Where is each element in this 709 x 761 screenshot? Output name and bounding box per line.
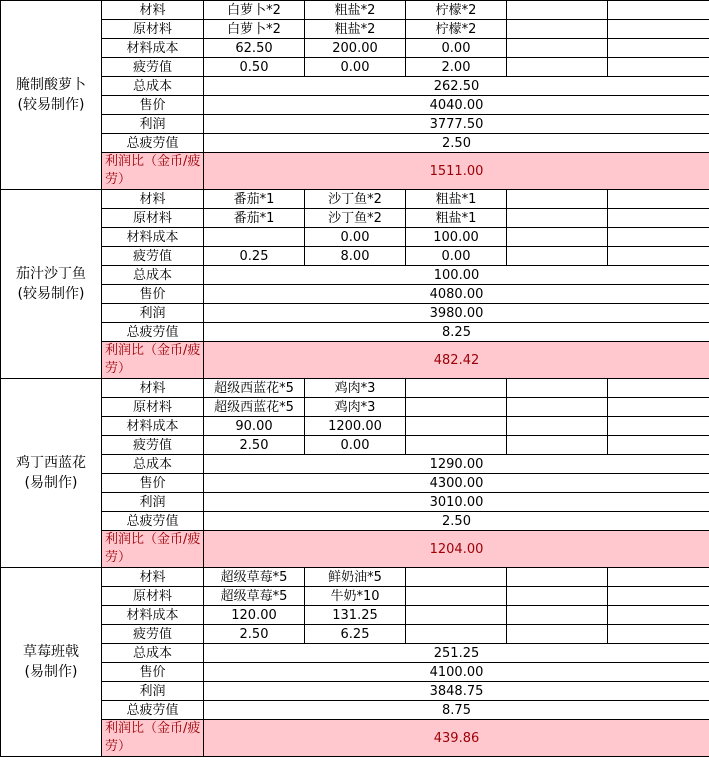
row-label-fatigue: 疲劳值: [102, 436, 204, 455]
empty-cell: [507, 398, 608, 417]
materials-cell: 白萝卜*2: [204, 1, 305, 20]
row-label-raw-materials: 原材料: [102, 398, 204, 417]
empty-cell: [608, 625, 709, 644]
empty-cell: [608, 436, 709, 455]
empty-cell: [507, 228, 608, 247]
materials-cell: 粗盐*2: [305, 1, 406, 20]
empty-cell: [608, 398, 709, 417]
row-label-raw-materials: 原材料: [102, 587, 204, 606]
table-row: [1, 512, 709, 531]
table-row: [1, 493, 709, 512]
row-label-profit: 利润: [102, 493, 204, 512]
empty-cell: [507, 568, 608, 587]
dish-name: 鸡丁西蓝花: [16, 455, 86, 471]
table-row: [1, 153, 709, 190]
materials-cell: 番茄*1: [204, 190, 305, 209]
row-label-material-cost: 材料成本: [102, 39, 204, 58]
fatigue-cell: [406, 436, 507, 455]
empty-cell: [608, 190, 709, 209]
materials-cell: 鸡肉*3: [305, 379, 406, 398]
table-row: [1, 625, 709, 644]
table-row: [1, 606, 709, 625]
total-fatigue-value: 8.75: [204, 701, 709, 720]
dish-name-cell: [1, 568, 102, 757]
empty-cell: [608, 209, 709, 228]
material-cost-cell: 1200.00: [305, 417, 406, 436]
material-cost-cell: 100.00: [406, 228, 507, 247]
raw-materials-cell: 粗盐*2: [305, 20, 406, 39]
empty-cell: [507, 587, 608, 606]
dish-name: 茄汁沙丁鱼: [16, 266, 86, 282]
row-label-total-fatigue: 总疲劳值: [102, 134, 204, 153]
material-cost-cell: [406, 417, 507, 436]
empty-cell: [608, 1, 709, 20]
empty-cell: [507, 436, 608, 455]
empty-cell: [608, 247, 709, 266]
raw-materials-cell: 粗盐*1: [406, 209, 507, 228]
table-row: [1, 39, 709, 58]
materials-cell: [406, 568, 507, 587]
total-cost-value: 251.25: [204, 644, 709, 663]
row-label-materials: 材料: [102, 1, 204, 20]
total-cost-value: 262.50: [204, 77, 709, 96]
empty-cell: [507, 417, 608, 436]
material-cost-cell: 200.00: [305, 39, 406, 58]
row-label-material-cost: 材料成本: [102, 606, 204, 625]
total-cost-value: 1290.00: [204, 455, 709, 474]
fatigue-cell: 2.00: [406, 58, 507, 77]
row-label-total-cost: 总成本: [102, 644, 204, 663]
profit-value: 3010.00: [204, 493, 709, 512]
row-label-total-fatigue: 总疲劳值: [102, 323, 204, 342]
fatigue-cell: 0.50: [204, 58, 305, 77]
empty-cell: [507, 606, 608, 625]
material-cost-cell: [406, 606, 507, 625]
fatigue-cell: 2.50: [204, 625, 305, 644]
price-value: 4040.00: [204, 96, 709, 115]
row-label-materials: 材料: [102, 190, 204, 209]
empty-cell: [608, 228, 709, 247]
row-label-price: 售价: [102, 474, 204, 493]
table-row: [1, 436, 709, 455]
materials-cell: 柠檬*2: [406, 1, 507, 20]
material-cost-cell: 0.00: [406, 39, 507, 58]
empty-cell: [608, 39, 709, 58]
raw-materials-cell: [406, 587, 507, 606]
total-fatigue-value: 2.50: [204, 512, 709, 531]
row-label-profit-ratio: 利润比（金币/疲劳）: [102, 342, 204, 379]
raw-materials-cell: [406, 398, 507, 417]
profit-ratio-value: 1511.00: [204, 153, 709, 190]
row-label-profit: 利润: [102, 682, 204, 701]
dish-name-cell: [1, 1, 102, 190]
table-row: [1, 96, 709, 115]
empty-cell: [608, 606, 709, 625]
table-row: [1, 342, 709, 379]
table-row: [1, 1, 709, 20]
profit-ratio-value: 482.42: [204, 342, 709, 379]
empty-cell: [507, 209, 608, 228]
table-row: [1, 379, 709, 398]
empty-cell: [507, 247, 608, 266]
table-row: [1, 190, 709, 209]
row-label-material-cost: 材料成本: [102, 228, 204, 247]
table-row: [1, 455, 709, 474]
empty-cell: [608, 587, 709, 606]
empty-cell: [608, 58, 709, 77]
row-label-raw-materials: 原材料: [102, 209, 204, 228]
fatigue-cell: 0.00: [305, 58, 406, 77]
table-row: [1, 587, 709, 606]
fatigue-cell: 8.00: [305, 247, 406, 266]
row-label-profit-ratio: 利润比（金币/疲劳）: [102, 531, 204, 568]
table-row: [1, 568, 709, 587]
material-cost-cell: 131.25: [305, 606, 406, 625]
fatigue-cell: 0.00: [305, 436, 406, 455]
table-row: [1, 304, 709, 323]
empty-cell: [507, 625, 608, 644]
table-row: [1, 682, 709, 701]
table-row: [1, 720, 709, 757]
table-row: [1, 228, 709, 247]
row-label-total-cost: 总成本: [102, 77, 204, 96]
material-cost-cell: 62.50: [204, 39, 305, 58]
dish-difficulty: (较易制作): [17, 97, 85, 113]
empty-cell: [608, 568, 709, 587]
table-row: [1, 58, 709, 77]
table-row: [1, 266, 709, 285]
row-label-profit: 利润: [102, 304, 204, 323]
dish-name: 腌制酸萝卜: [16, 77, 86, 93]
profit-value: 3848.75: [204, 682, 709, 701]
table-row: [1, 531, 709, 568]
row-label-price: 售价: [102, 285, 204, 304]
materials-cell: 超级草莓*5: [204, 568, 305, 587]
dish-name: 草莓班戟: [23, 644, 79, 660]
table-row: [1, 209, 709, 228]
material-cost-cell: [204, 228, 305, 247]
raw-materials-cell: 超级草莓*5: [204, 587, 305, 606]
empty-cell: [507, 1, 608, 20]
row-label-price: 售价: [102, 96, 204, 115]
fatigue-cell: 0.00: [406, 247, 507, 266]
table-row: [1, 285, 709, 304]
profit-value: 3980.00: [204, 304, 709, 323]
total-fatigue-value: 8.25: [204, 323, 709, 342]
row-label-profit-ratio: 利润比（金币/疲劳）: [102, 153, 204, 190]
materials-cell: [406, 379, 507, 398]
fatigue-cell: 2.50: [204, 436, 305, 455]
row-label-total-fatigue: 总疲劳值: [102, 512, 204, 531]
table-row: [1, 77, 709, 96]
raw-materials-cell: 柠檬*2: [406, 20, 507, 39]
material-cost-cell: 90.00: [204, 417, 305, 436]
empty-cell: [608, 417, 709, 436]
empty-cell: [608, 20, 709, 39]
total-cost-value: 100.00: [204, 266, 709, 285]
materials-cell: 沙丁鱼*2: [305, 190, 406, 209]
material-cost-cell: 120.00: [204, 606, 305, 625]
table-row: [1, 417, 709, 436]
raw-materials-cell: 牛奶*10: [305, 587, 406, 606]
empty-cell: [507, 20, 608, 39]
row-label-profit-ratio: 利润比（金币/疲劳）: [102, 720, 204, 757]
table-row: [1, 398, 709, 417]
material-cost-cell: 0.00: [305, 228, 406, 247]
dish-name-cell: [1, 190, 102, 379]
price-value: 4300.00: [204, 474, 709, 493]
table-row: [1, 115, 709, 134]
profit-ratio-value: 1204.00: [204, 531, 709, 568]
empty-cell: [507, 58, 608, 77]
row-label-fatigue: 疲劳值: [102, 247, 204, 266]
row-label-materials: 材料: [102, 568, 204, 587]
fatigue-cell: [406, 625, 507, 644]
row-label-fatigue: 疲劳值: [102, 625, 204, 644]
table-row: [1, 644, 709, 663]
materials-cell: 超级西蓝花*5: [204, 379, 305, 398]
table-row: [1, 474, 709, 493]
table-row: [1, 247, 709, 266]
table-row: [1, 663, 709, 682]
dish-difficulty: (易制作): [24, 664, 78, 680]
price-value: 4100.00: [204, 663, 709, 682]
empty-cell: [507, 190, 608, 209]
row-label-raw-materials: 原材料: [102, 20, 204, 39]
row-label-total-cost: 总成本: [102, 455, 204, 474]
raw-materials-cell: 沙丁鱼*2: [305, 209, 406, 228]
materials-cell: 粗盐*1: [406, 190, 507, 209]
materials-cell: 鲜奶油*5: [305, 568, 406, 587]
profit-value: 3777.50: [204, 115, 709, 134]
profit-ratio-value: 439.86: [204, 720, 709, 757]
fatigue-cell: 6.25: [305, 625, 406, 644]
empty-cell: [507, 39, 608, 58]
fatigue-cell: 0.25: [204, 247, 305, 266]
row-label-profit: 利润: [102, 115, 204, 134]
raw-materials-cell: 超级西蓝花*5: [204, 398, 305, 417]
dish-difficulty: (较易制作): [17, 286, 85, 302]
table-row: [1, 323, 709, 342]
dish-name-cell: [1, 379, 102, 568]
row-label-total-fatigue: 总疲劳值: [102, 701, 204, 720]
table-row: [1, 20, 709, 39]
table-row: [1, 701, 709, 720]
dish-difficulty: (易制作): [24, 475, 78, 491]
empty-cell: [608, 379, 709, 398]
row-label-materials: 材料: [102, 379, 204, 398]
empty-cell: [507, 379, 608, 398]
row-label-material-cost: 材料成本: [102, 417, 204, 436]
row-label-fatigue: 疲劳值: [102, 58, 204, 77]
table-row: [1, 134, 709, 153]
total-fatigue-value: 2.50: [204, 134, 709, 153]
raw-materials-cell: 白萝卜*2: [204, 20, 305, 39]
price-value: 4080.00: [204, 285, 709, 304]
raw-materials-cell: 番茄*1: [204, 209, 305, 228]
row-label-total-cost: 总成本: [102, 266, 204, 285]
raw-materials-cell: 鸡肉*3: [305, 398, 406, 417]
row-label-price: 售价: [102, 663, 204, 682]
